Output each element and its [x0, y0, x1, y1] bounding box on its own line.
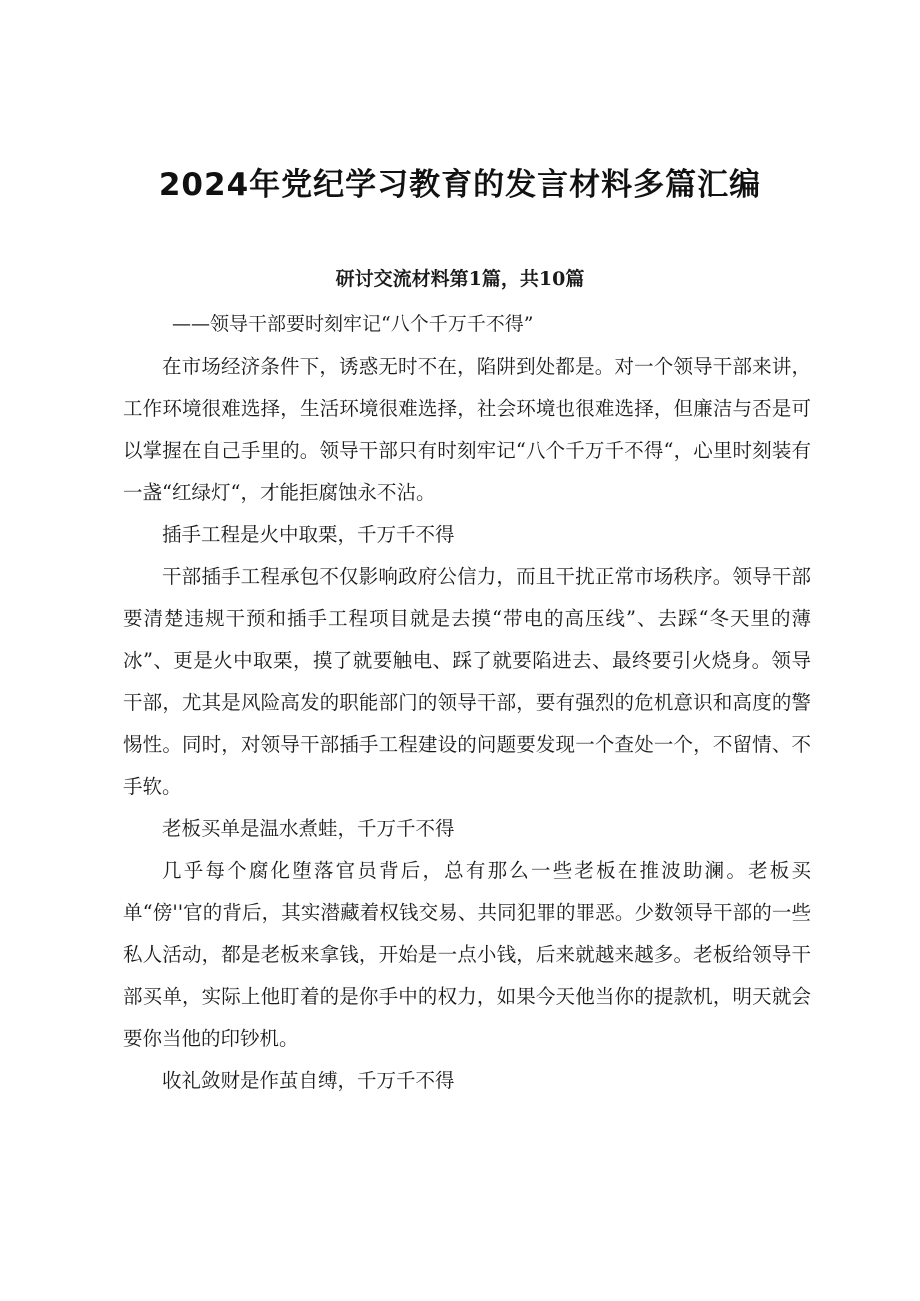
document-body [123, 346, 811, 1102]
body-paragraph: 在市场经济条件下，诱惑无时不在，陷阱到处都是。对一个领导干部来讲，工作环境很难选择，生活环境很难选择，社会环境也很难选择，但廉洁与否是可以掌握在自己手里的。领导干部只有时刻牢记“八个千万千不得“，心里时刻装有一盏“红绿灯“，才能拒腐蚀永不沾。 [123, 355, 811, 504]
section-heading: 收礼敛财是作茧自缚，千万千不得 [162, 1069, 455, 1092]
section-heading: 插手工程是火中取栗，千万千不得 [162, 523, 455, 546]
document-title: 2024年党纪学习教育的发言材料多篇汇编 [158, 167, 762, 203]
section-heading: 老板买单是温水煮蛙，千万千不得 [162, 817, 455, 840]
document-subtitle: 研讨交流材料第1篇，共10篇 [335, 268, 585, 290]
document-byline: ——领导干部要时刻牢记“八个千万千不得” [172, 313, 534, 335]
body-paragraph: 几乎每个腐化堕落官员背后，总有那么一些老板在推波助澜。老板买单“傍''官的背后，其实潜藏着权钱交易、共同犯罪的罪恶。少数领导干部的一些私人活动，都是老板来拿钱，开始是一点小钱，后来就越来越多。老板给领导干部买单，实际上他盯着的是你手中的权力，如果今天他当你的提款机，明天就会要你当他的印钞机。 [123, 859, 811, 1050]
body-paragraph: 干部插手工程承包不仅影响政府公信力，而且干扰正常市场秩序。领导干部要清楚违规干预和插手工程项目就是去摸“带电的高压线”、去踩“冬天里的薄冰”、更是火中取栗，摸了就要触电、踩了就要陷进去、最终要引火烧身。领导干部，尤其是风险高发的职能部门的领导干部，要有强烈的危机意识和高度的警惕性。同时，对领导干部插手工程建设的问题要发现一个查处一个，不留情、不手软。 [123, 565, 811, 798]
